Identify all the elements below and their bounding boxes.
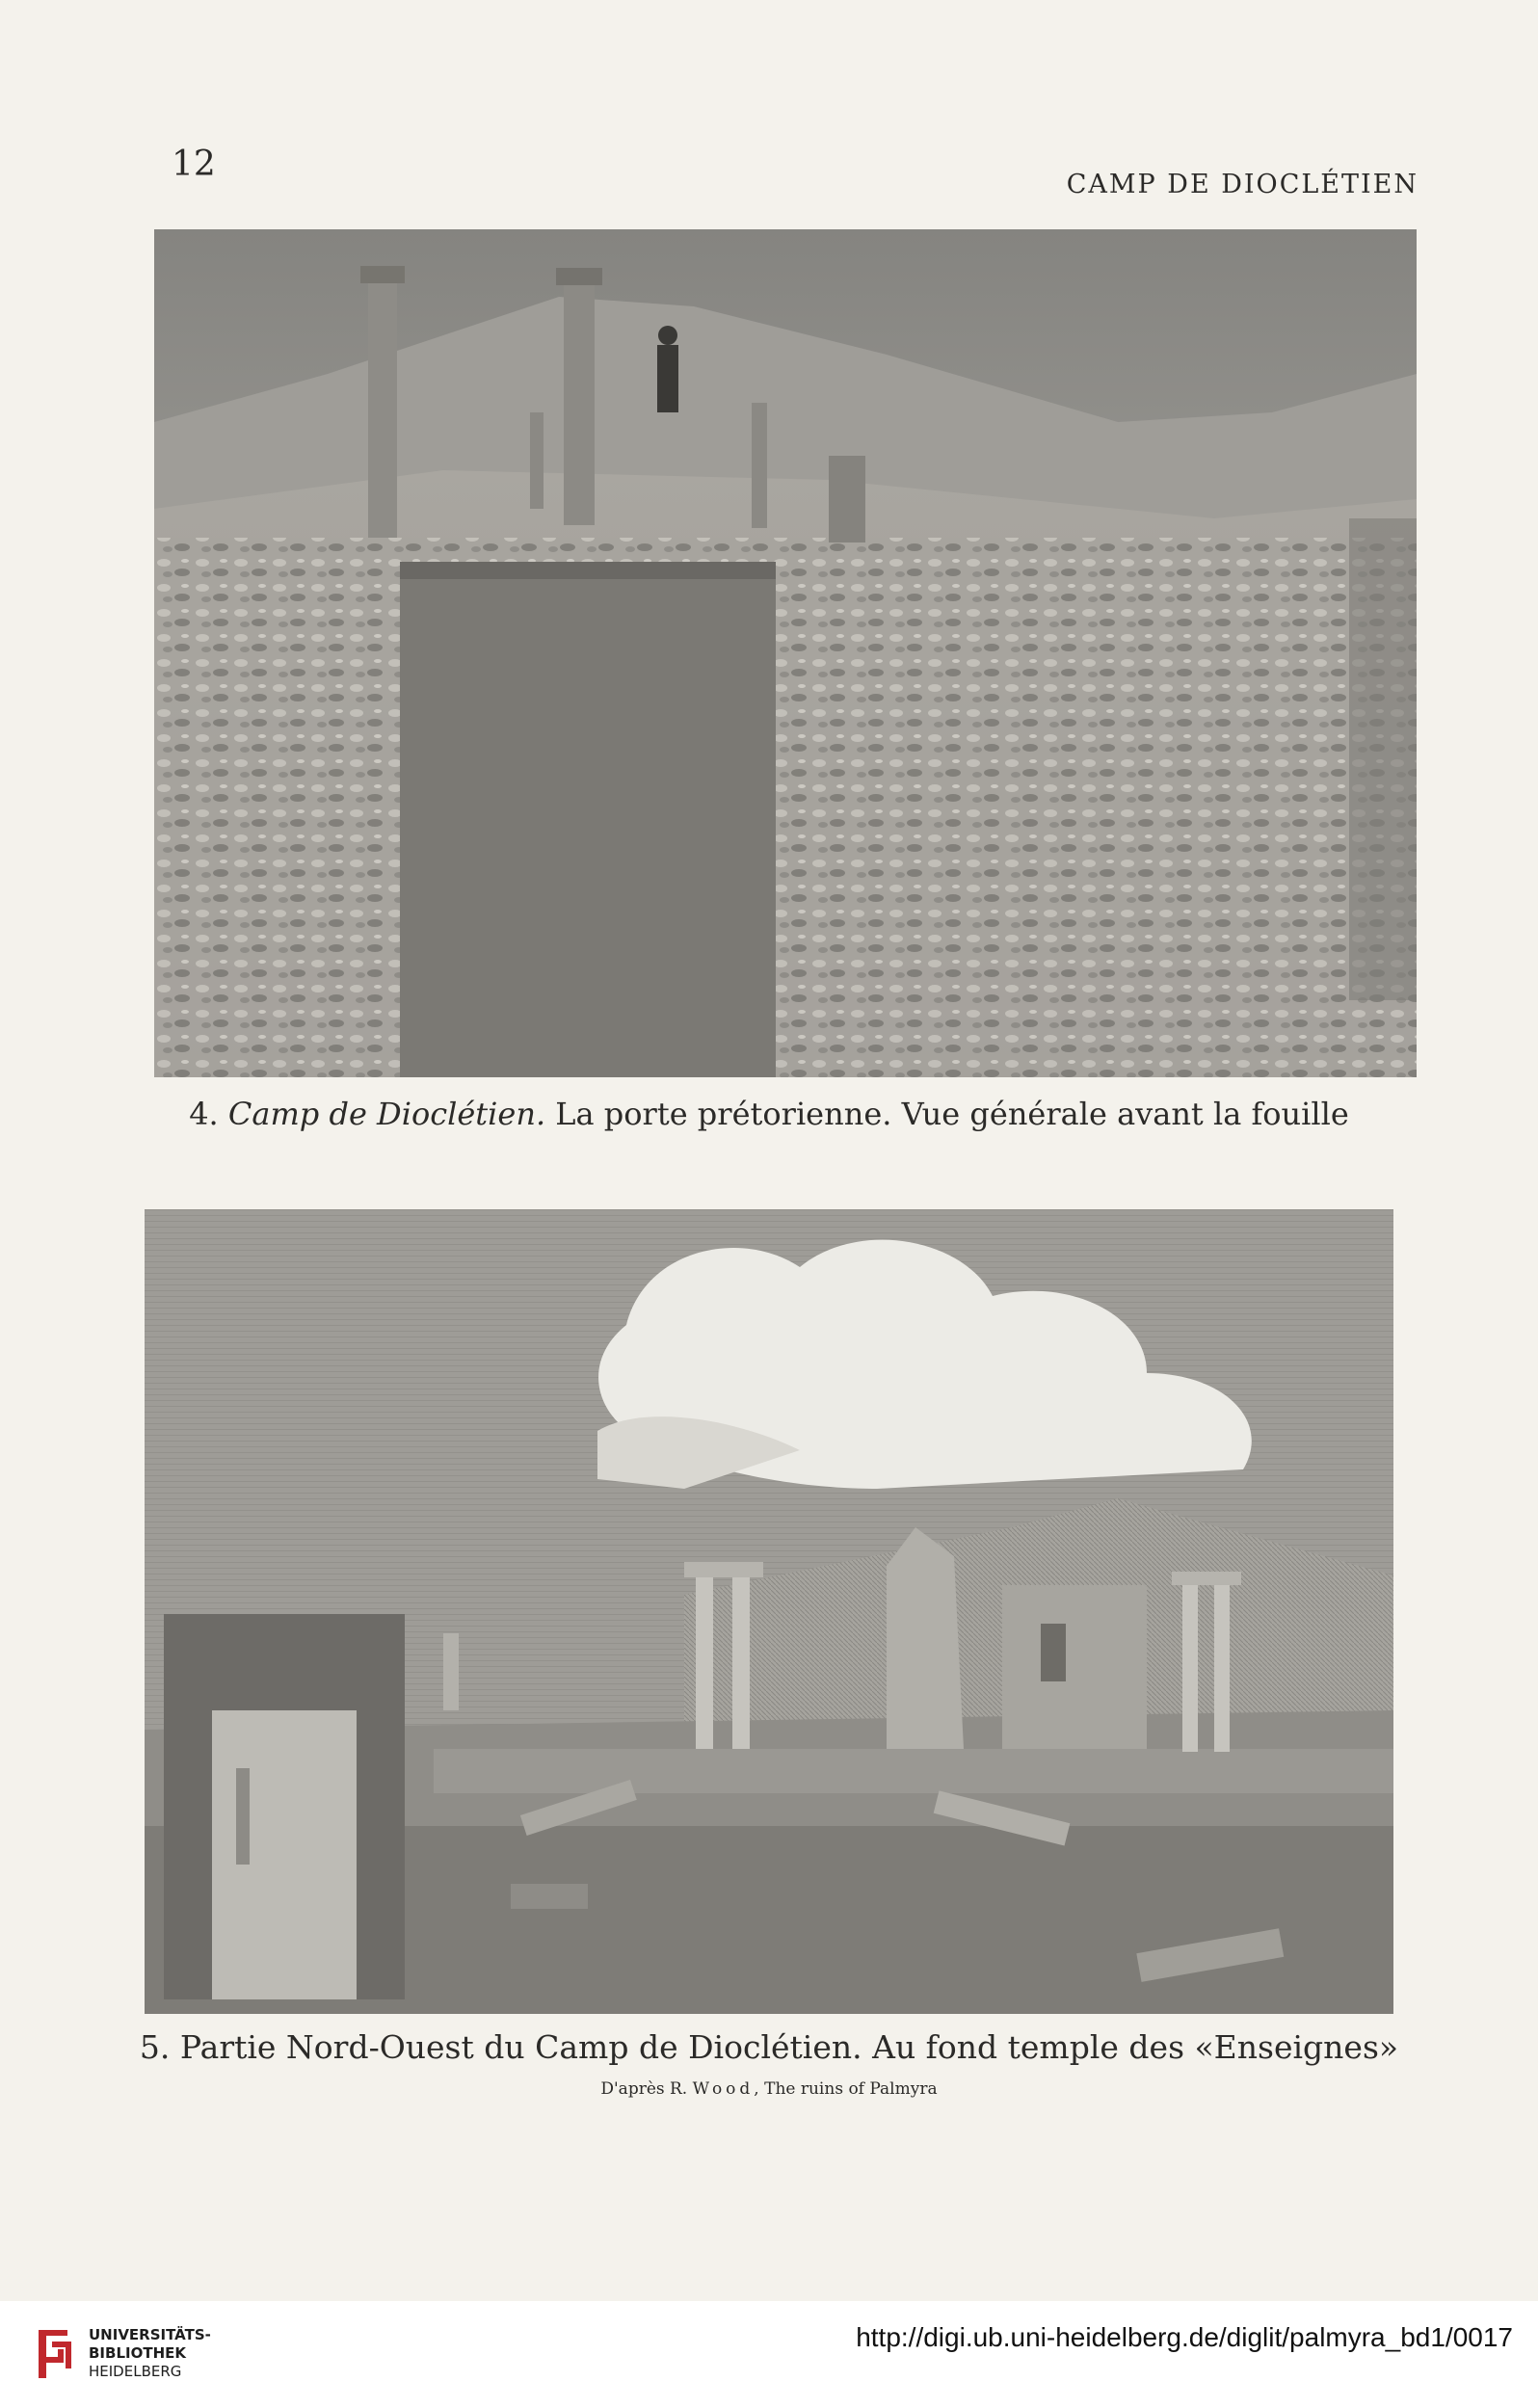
library-footer: [0, 2301, 1538, 2408]
credit-author: Wood: [692, 2079, 755, 2099]
running-head: CAMP DE DIOCLÉTIEN: [1066, 170, 1419, 199]
photo-praetorian-gate: [154, 229, 1417, 1077]
page-number: 12: [172, 145, 216, 184]
figure-5-caption: [0, 2028, 1538, 2066]
figure-5-caption-text: Partie Nord-Ouest du Camp de Dioclétien. Au fond temple des «Enseignes»: [179, 2028, 1399, 2066]
library-name: [89, 2326, 211, 2381]
figure-4-caption-italic: Camp de Dioclétien.: [227, 1096, 546, 1132]
credit-prefix: D'après R.: [600, 2079, 688, 2099]
library-name-line-3: HEIDELBERG: [89, 2363, 182, 2380]
permalink-url[interactable]: http://digi.ub.uni-heidelberg.de/diglit/palmyra_bd1/0017: [856, 2322, 1513, 2352]
figure-4-number: 4.: [189, 1096, 219, 1132]
engraving-north-west-camp: [145, 1209, 1393, 2014]
credit-suffix: , The ruins of Palmyra: [754, 2079, 938, 2099]
figure-5-number: 5.: [139, 2028, 171, 2066]
library-name-line-1: UNIVERSITÄTS-: [89, 2326, 211, 2343]
figure-4-caption: [0, 1096, 1538, 1132]
figure-5-credit: [0, 2079, 1538, 2099]
heidelberg-logo-icon: [29, 2320, 79, 2388]
library-name-line-2: BIBLIOTHEK: [89, 2344, 186, 2362]
figure-4-caption-text: La porte prétorienne. Vue générale avant la fouille: [555, 1096, 1349, 1132]
